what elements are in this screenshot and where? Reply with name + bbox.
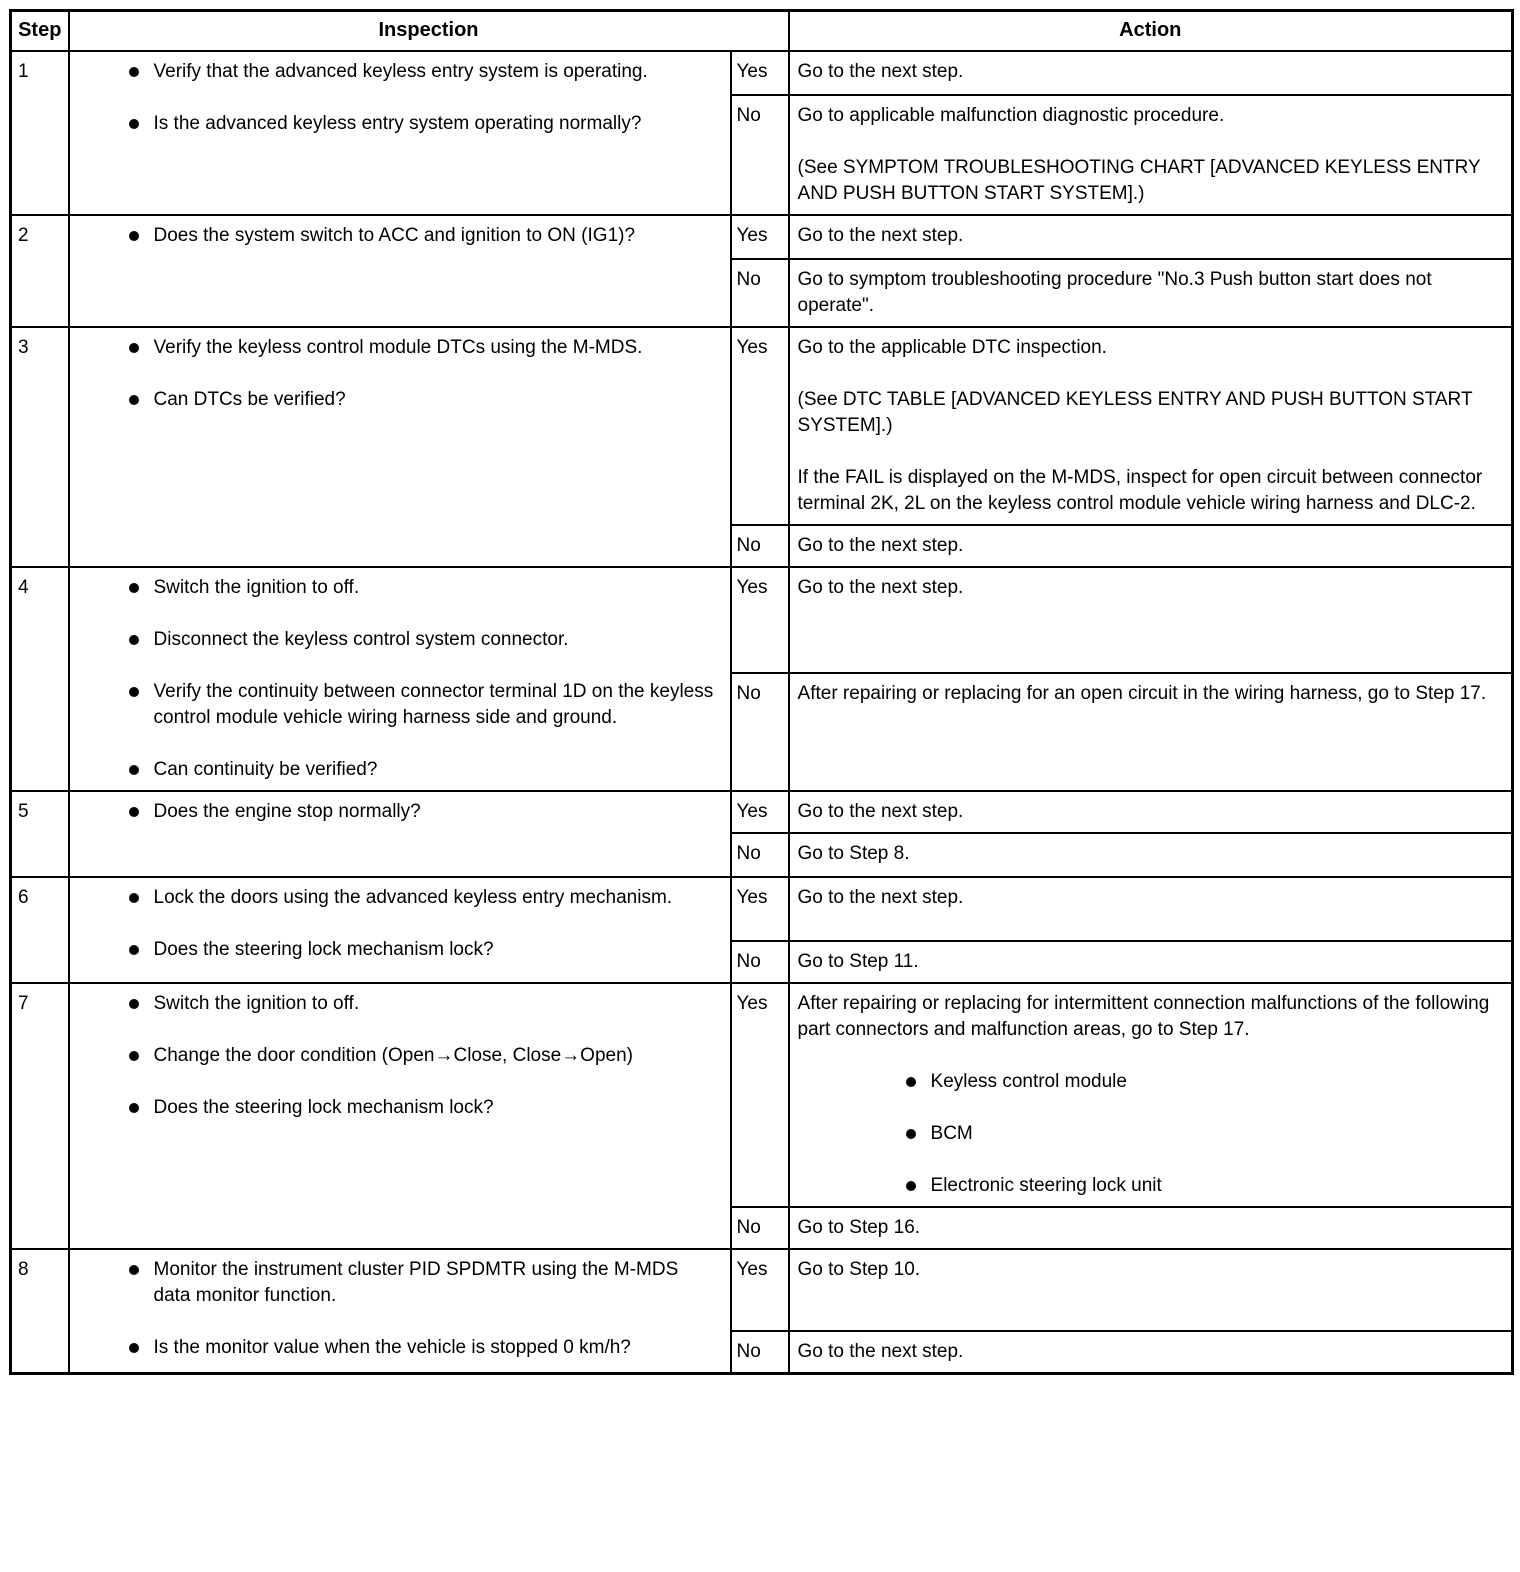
inspection-text: Is the monitor value when the vehicle is stopped 0 km/h? — [153, 1337, 631, 1358]
yes-no-cell: Yes — [731, 877, 789, 941]
bullet-icon — [127, 627, 154, 653]
inspection-bullet — [70, 757, 720, 783]
bullet-icon — [127, 885, 154, 911]
yes-no-cell: Yes — [731, 51, 789, 95]
action-cell — [789, 673, 1513, 791]
action-bullet-list — [798, 1069, 1502, 1199]
action-text: Go to Step 10. — [797, 1259, 921, 1280]
inspection-text: Switch the ignition to off. — [153, 577, 360, 598]
inspection-cell — [69, 983, 731, 1249]
action-cell — [789, 259, 1513, 327]
bullet-icon — [127, 335, 154, 361]
action-cell — [789, 877, 1513, 941]
table-row — [11, 1249, 1513, 1331]
inspection-text: Verify the keyless control module DTCs using the M-MDS. — [153, 337, 643, 358]
inspection-cell — [69, 567, 731, 791]
bullet-icon — [127, 575, 154, 601]
inspection-text: Is the advanced keyless entry system operating normally? — [153, 113, 642, 134]
inspection-text: Change the door condition (Open→Close, Close→Open) — [153, 1045, 633, 1066]
yes-no-cell: No — [731, 833, 789, 877]
inspection-cell — [69, 877, 731, 983]
bullet-icon — [127, 387, 154, 413]
action-text: Go to the next step. — [797, 577, 964, 598]
action-cell — [789, 791, 1513, 833]
inspection-bullet — [70, 59, 720, 85]
yes-no-cell: Yes — [731, 327, 789, 525]
action-bullet-text: BCM — [930, 1123, 973, 1144]
step-cell: 4 — [11, 567, 69, 791]
action-text: Go to the next step. — [797, 61, 964, 82]
yes-no-cell: Yes — [731, 1249, 789, 1331]
inspection-text: Switch the ignition to off. — [153, 993, 360, 1014]
action-cell — [789, 1331, 1513, 1374]
inspection-bullet — [70, 1043, 720, 1069]
action-text: Go to the next step. — [797, 225, 964, 246]
yes-no-cell: No — [731, 941, 789, 983]
action-text: Go to Step 16. — [797, 1217, 921, 1238]
table-row — [11, 983, 1513, 1207]
inspection-bullet — [70, 679, 720, 731]
action-cell — [789, 1249, 1513, 1331]
action-text: Go to applicable malfunction diagnostic procedure. — [797, 105, 1225, 126]
yes-no-cell: No — [731, 1207, 789, 1249]
action-bullet — [847, 1173, 1502, 1199]
yes-no-cell: Yes — [731, 791, 789, 833]
action-text: (See DTC TABLE [ADVANCED KEYLESS ENTRY AND PUSH BUTTON START SYSTEM].) — [797, 389, 1473, 436]
action-text: Go to the next step. — [797, 801, 964, 822]
action-text: Go to Step 11. — [797, 951, 919, 972]
action-text: Go to the next step. — [797, 1341, 964, 1362]
inspection-text: Verify that the advanced keyless entry system is operating. — [153, 61, 648, 82]
inspection-bullet — [70, 387, 720, 413]
inspection-bullet — [70, 627, 720, 653]
bullet-icon — [127, 799, 154, 825]
action-text: (See SYMPTOM TROUBLESHOOTING CHART [ADVANCED KEYLESS ENTRY AND PUSH BUTTON START SYSTEM].) — [797, 157, 1481, 204]
action-text: After repairing or replacing for an open circuit in the wiring harness, go to Step 17. — [797, 683, 1487, 704]
bullet-icon — [127, 1335, 154, 1361]
inspection-text: Does the engine stop normally? — [153, 801, 421, 822]
yes-no-cell: No — [731, 259, 789, 327]
inspection-text: Does the system switch to ACC and ignition to ON (IG1)? — [153, 225, 636, 246]
diagnostic-procedure-table — [9, 9, 1514, 1375]
yes-no-cell: No — [731, 673, 789, 791]
inspection-bullet — [70, 1095, 720, 1121]
inspection-cell — [69, 51, 731, 215]
inspection-bullet — [70, 111, 720, 137]
bullet-icon — [127, 679, 154, 731]
action-cell — [789, 941, 1513, 983]
action-text: Go to symptom troubleshooting procedure "No.3 Push button start does not operate". — [797, 269, 1432, 316]
step-cell: 8 — [11, 1249, 69, 1374]
yes-no-cell: Yes — [731, 983, 789, 1207]
inspection-cell — [69, 1249, 731, 1374]
inspection-bullet — [70, 1257, 720, 1309]
step-cell: 2 — [11, 215, 69, 327]
inspection-bullet — [70, 223, 720, 249]
action-text: Go to the applicable DTC inspection. — [797, 337, 1107, 358]
action-cell — [789, 327, 1513, 525]
action-bullet — [847, 1069, 1502, 1095]
step-cell: 7 — [11, 983, 69, 1249]
inspection-bullet — [70, 937, 720, 963]
bullet-icon — [127, 937, 154, 963]
action-text: If the FAIL is displayed on the M-MDS, inspect for open circuit between connector terminal 2K, 2L on the keyless control module vehicle wiring harness and DLC-2. — [797, 467, 1483, 514]
table-row — [11, 51, 1513, 95]
bullet-icon — [127, 991, 154, 1017]
header-action: Action — [789, 11, 1513, 52]
action-bullet-text: Keyless control module — [930, 1071, 1127, 1092]
inspection-cell — [69, 327, 731, 567]
action-cell — [789, 95, 1513, 215]
action-text: After repairing or replacing for intermittent connection malfunctions of the following part connectors and malfunction areas, go to Step 17. — [797, 993, 1490, 1040]
table-row — [11, 791, 1513, 833]
inspection-text: Does the steering lock mechanism lock? — [153, 939, 494, 960]
table-row — [11, 877, 1513, 941]
yes-no-cell: No — [731, 525, 789, 567]
bullet-icon — [127, 223, 154, 249]
inspection-text: Disconnect the keyless control system connector. — [153, 629, 569, 650]
header-inspection: Inspection — [69, 11, 789, 52]
bullet-icon — [127, 1095, 154, 1121]
yes-no-cell: Yes — [731, 567, 789, 673]
bullet-icon — [127, 111, 154, 137]
inspection-bullet — [70, 575, 720, 601]
action-text: Go to the next step. — [797, 535, 964, 556]
header-step: Step — [11, 11, 69, 52]
inspection-text: Can continuity be verified? — [153, 759, 378, 780]
table-row — [11, 567, 1513, 673]
yes-no-cell: No — [731, 1331, 789, 1374]
table-row — [11, 327, 1513, 525]
action-cell — [789, 51, 1513, 95]
action-text: Go to Step 8. — [797, 843, 910, 864]
inspection-bullet — [70, 335, 720, 361]
bullet-icon — [127, 59, 154, 85]
action-cell — [789, 567, 1513, 673]
yes-no-cell: Yes — [731, 215, 789, 259]
inspection-text: Verify the continuity between connector terminal 1D on the keyless control module vehicle wiring harness side and ground. — [153, 681, 714, 728]
action-cell — [789, 983, 1513, 1207]
inspection-cell — [69, 215, 731, 327]
action-bullet-text: Electronic steering lock unit — [930, 1175, 1162, 1196]
inspection-text: Monitor the instrument cluster PID SPDMTR using the M-MDS data monitor function. — [153, 1259, 679, 1306]
inspection-cell — [69, 791, 731, 877]
inspection-bullet — [70, 1335, 720, 1361]
action-bullet — [847, 1121, 1502, 1147]
inspection-bullet — [70, 799, 720, 825]
inspection-bullet — [70, 991, 720, 1017]
table-row — [11, 215, 1513, 259]
inspection-text: Lock the doors using the advanced keyless entry mechanism. — [153, 887, 673, 908]
step-cell: 1 — [11, 51, 69, 215]
bullet-icon — [127, 1043, 154, 1069]
step-cell: 3 — [11, 327, 69, 567]
action-cell — [789, 525, 1513, 567]
bullet-icon — [904, 1121, 931, 1147]
yes-no-cell: No — [731, 95, 789, 215]
step-cell: 6 — [11, 877, 69, 983]
inspection-bullet — [70, 885, 720, 911]
step-cell: 5 — [11, 791, 69, 877]
bullet-icon — [127, 757, 154, 783]
bullet-icon — [127, 1257, 154, 1309]
bullet-icon — [904, 1173, 931, 1199]
action-cell — [789, 1207, 1513, 1249]
inspection-text: Can DTCs be verified? — [153, 389, 346, 410]
action-cell — [789, 215, 1513, 259]
action-text: Go to the next step. — [797, 887, 964, 908]
bullet-icon — [904, 1069, 931, 1095]
action-cell — [789, 833, 1513, 877]
inspection-text: Does the steering lock mechanism lock? — [153, 1097, 494, 1118]
header-row — [11, 11, 1513, 52]
